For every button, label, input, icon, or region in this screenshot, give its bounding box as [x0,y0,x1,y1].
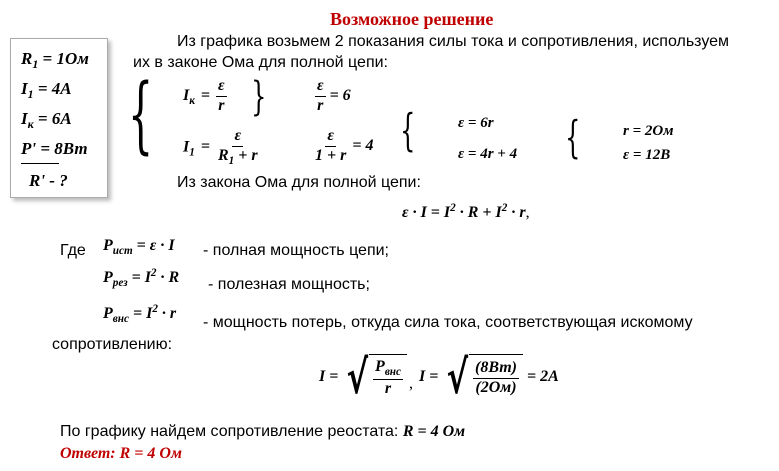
given-p: P' = 8Вт [21,139,88,158]
page-title: Возможное решение [330,9,494,29]
p-vns-formula: $P_{внс} = I^2 \cdot r$ [103,303,177,326]
eq-ik: $I_к$ = $\frac{\varepsilon}{r}$ [183,77,225,114]
eq-eps-4r-4: ε = 4r + 4 [458,146,518,162]
given-r1: $R_1 = 1Ом$ [21,49,89,72]
p-ist-desc: - полная мощность цепи; [203,242,389,259]
intro-line-2: их в законе Ома для полной цепи: [133,54,388,71]
eq-i1: $I_1$ = $\frac{\varepsilon}{R_1 + r}$ [183,127,258,167]
brace-system-1: { [128,67,154,164]
sqrt-symbolic: √ $\frac{P_{внс}}{r}$ [342,354,407,400]
eq-r-result: r = 2Ом [623,123,674,139]
p-rez-formula: $P_{рез} = I^2 \cdot R$ [103,267,180,290]
p-rez-desc: - полезная мощность; [208,276,370,293]
p-ist-formula: $P_{ист} = \varepsilon \cdot I$ [103,237,175,257]
graph-result-line: По графику найдем сопротивление реостата: R = 4 Ом [60,423,466,440]
given-ik: $I_к = 6A$ [21,109,72,132]
where-label: Где [60,242,86,259]
eq-eps-over-r: $\frac{\varepsilon}{r}$ = 6 [317,77,351,114]
answer-line: Ответ: R = 4 Ом [60,445,182,462]
brace-eq-ik: { [251,74,267,120]
eq-eps-over-1-plus-r: $\frac{\varepsilon}{1 + r}$ = 4 [315,127,374,164]
intro-line-1: Из графика возьмем 2 показания силы тока и сопротивления, используем [177,33,730,50]
ohm-law-line: Из закона Ома для полной цепи: [177,174,421,191]
given-box [10,38,108,198]
eq-current-sqrt: I = √ $\frac{P_{внс}}{r}$ , I = √ $\frac{(8Вт)}{(2Ом)}$ = 2A [319,350,559,404]
p-vns-desc-cont: сопротивлению: [52,336,173,353]
brace-system-3: { [400,105,416,157]
brace-system-4: { [565,112,581,164]
eq-eps-result: ε = 12B [623,147,671,163]
given-find: R' - ? [29,171,68,190]
given-divider [21,163,59,164]
given-i1: $I_1 = 4A$ [21,79,72,102]
eq-eps-6r: ε = 6r [458,115,494,131]
sqrt-numeric: √ $\frac{(8Вт)}{(2Ом)}$ [442,354,523,400]
p-vns-desc: - мощность потерь, откуда сила тока, соответствующая искомому [203,314,693,331]
eq-power-balance: $\varepsilon \cdot I = I^2 \cdot R + I^2 \cdot r$, [402,202,530,222]
